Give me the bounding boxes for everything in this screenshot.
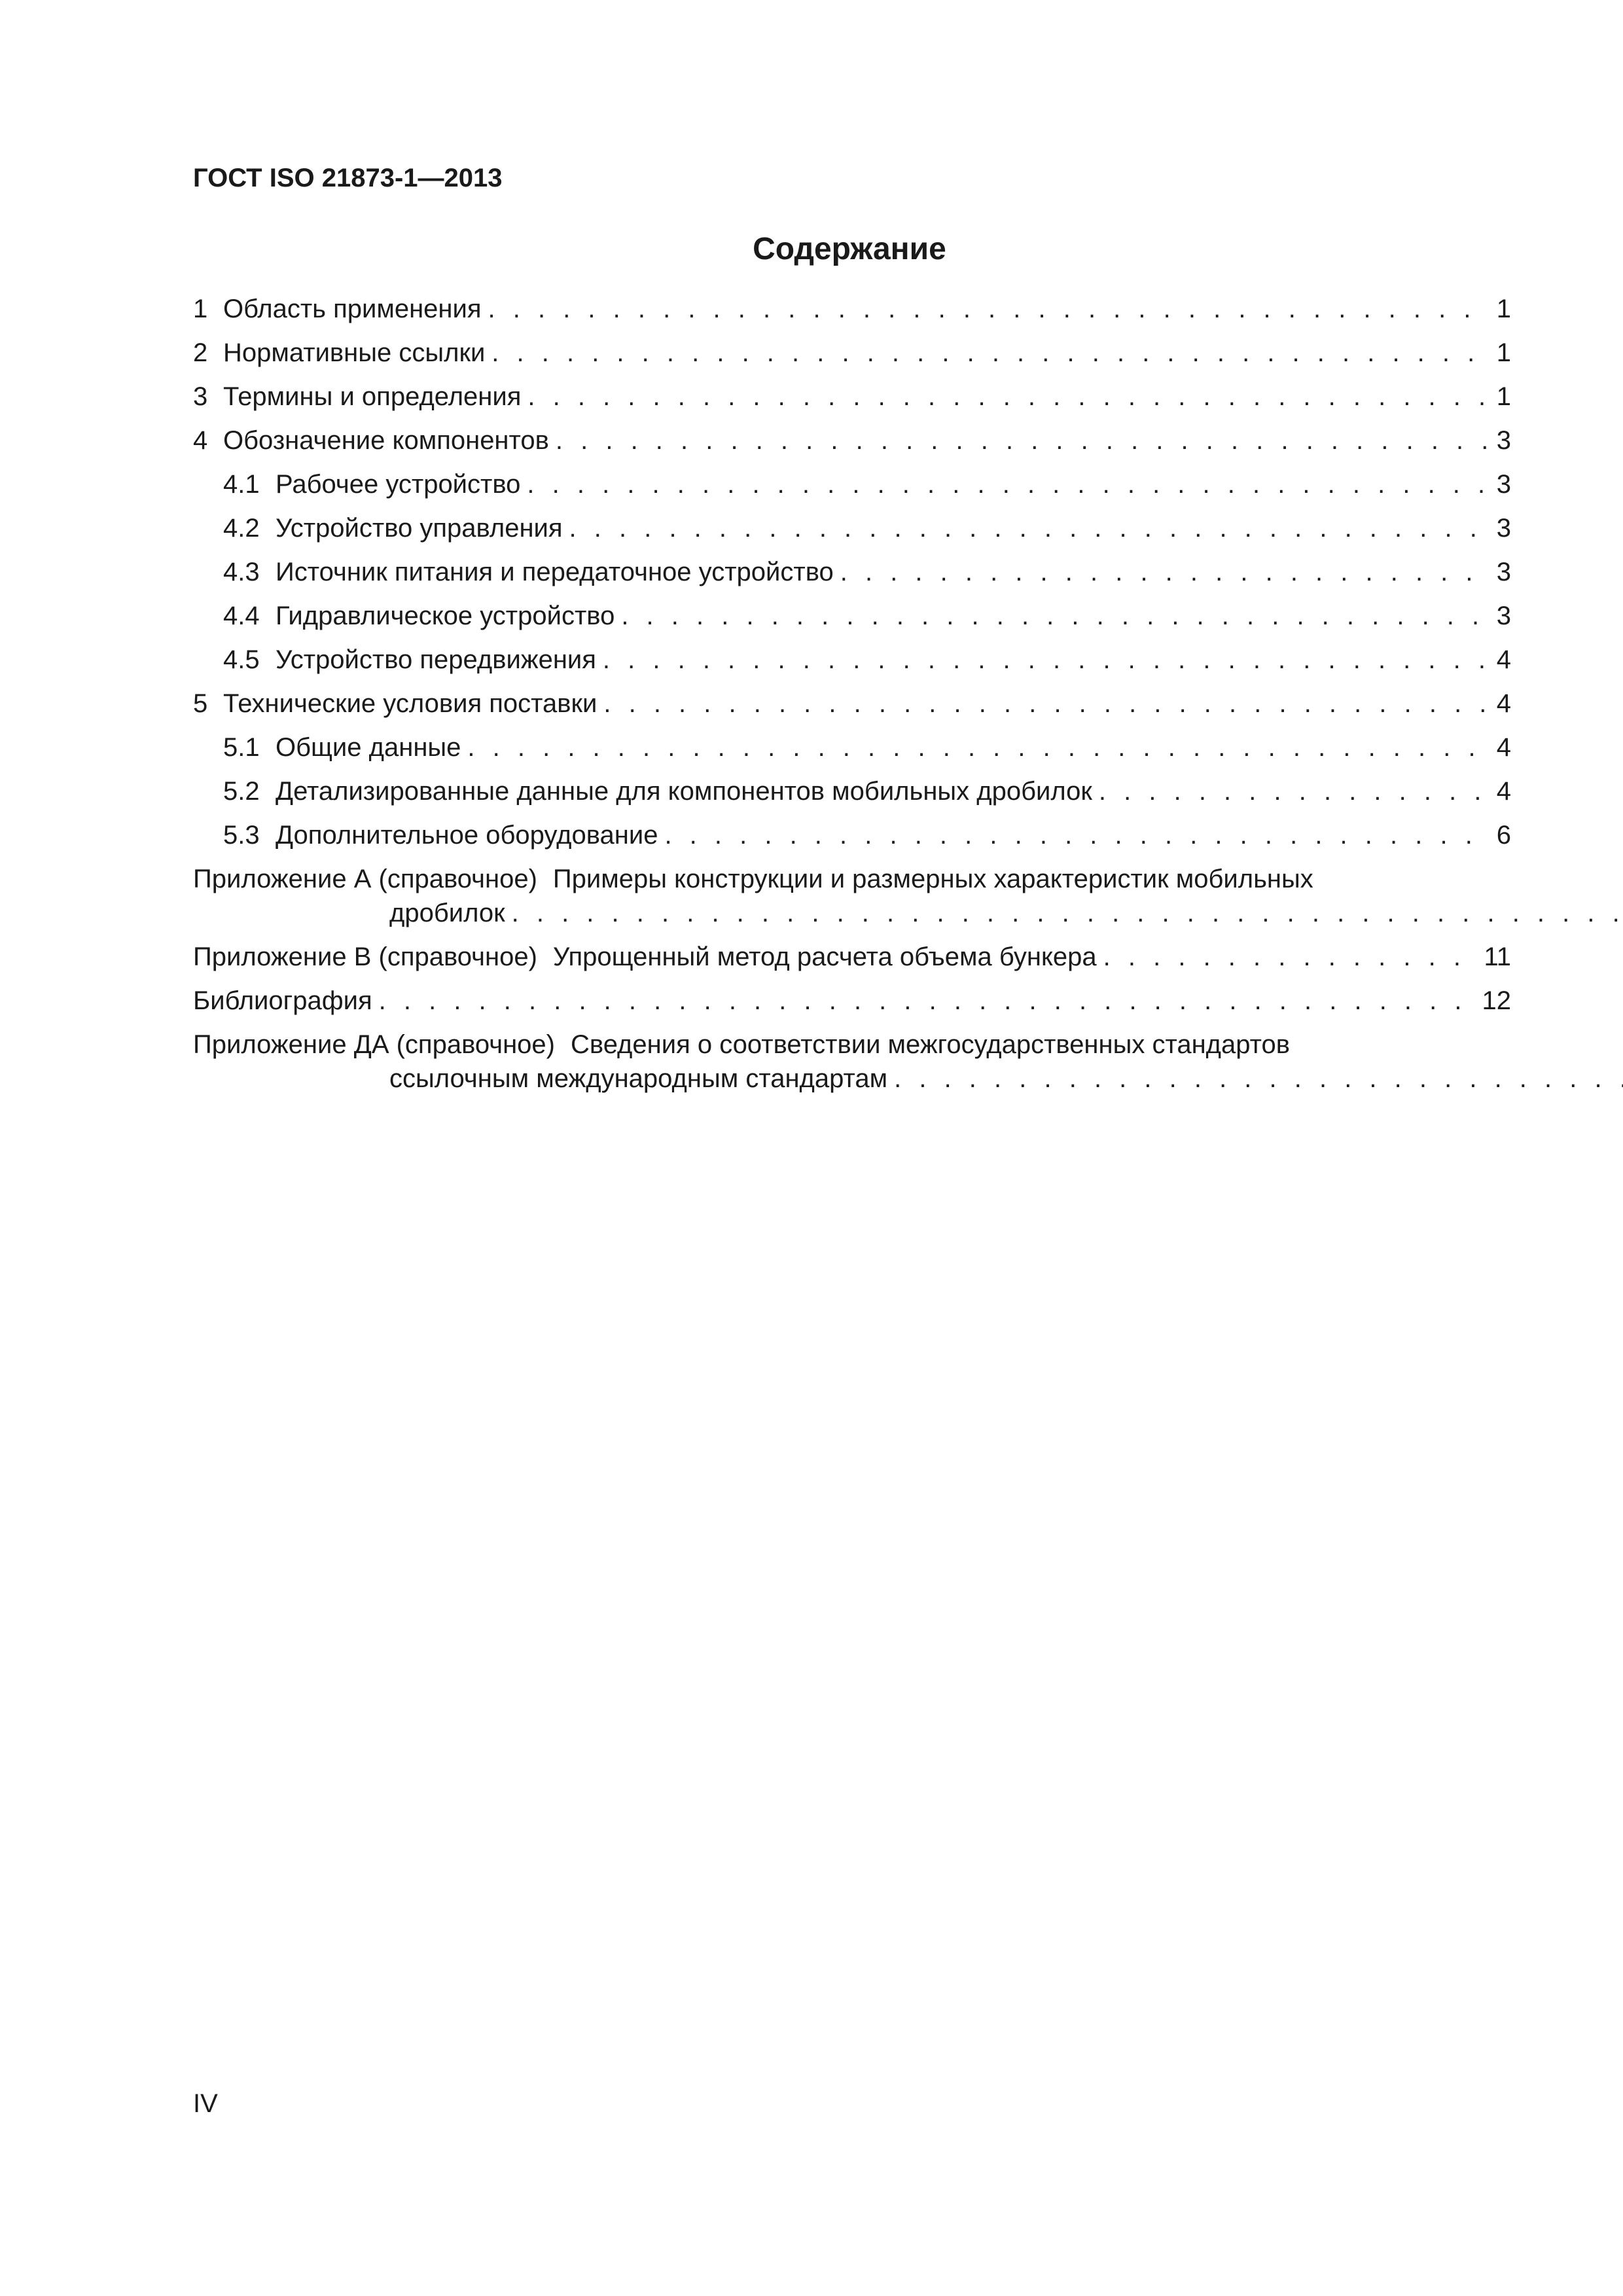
toc-entry-4-4[interactable] (193, 599, 1511, 643)
toc-entry-page: 4 (1496, 689, 1511, 718)
toc-entry-number: 5 (193, 689, 208, 718)
toc-entry-title: Общие данные (276, 733, 461, 762)
toc-entry-title: Устройство передвижения (276, 645, 596, 674)
annex-title-line2: дробилок (389, 899, 505, 927)
toc-entry-title: Обозначение компонентов (223, 426, 549, 455)
toc-entry-page: 3 (1496, 514, 1511, 543)
toc-entry-number: 4.5 (223, 645, 260, 674)
toc-entry-number: 4.4 (223, 601, 260, 630)
toc-entry-4[interactable] (193, 423, 1511, 467)
dot-leader (527, 467, 1488, 501)
toc-entry-title: Гидравлическое устройство (276, 601, 615, 630)
toc-entry-title: Источник питания и передаточное устройство (276, 558, 834, 586)
dot-leader (894, 1062, 1623, 1096)
toc-entry-page: 3 (1496, 601, 1511, 630)
toc-entry-annex-a[interactable] (193, 862, 1511, 940)
toc-entry-4-1[interactable] (193, 467, 1511, 511)
toc-entry-page: 4 (1496, 777, 1511, 806)
toc-entry-page: 4 (1496, 733, 1511, 762)
annex-title-line1: Сведения о соответствии межгосударственных стандартов (571, 1030, 1291, 1059)
toc-entry-2[interactable] (193, 336, 1511, 380)
toc-entry-number: 5.1 (223, 733, 260, 762)
toc-entry-page: 4 (1496, 645, 1511, 674)
dot-leader (1103, 940, 1479, 974)
annex-label: Приложение В (справочное) (193, 942, 537, 971)
dot-leader (491, 336, 1488, 370)
toc-entry-5-2[interactable] (193, 774, 1511, 818)
toc-entry-page: 6 (1496, 821, 1511, 850)
toc-entry-annex-b[interactable] (193, 940, 1511, 984)
table-of-contents (193, 292, 1511, 1105)
toc-entry-title: Технические условия поставки (223, 689, 597, 718)
toc-entry-page: 3 (1496, 426, 1511, 455)
dot-leader (488, 292, 1488, 326)
toc-entry-4-2[interactable] (193, 511, 1511, 555)
toc-entry-title: Рабочее устройство (276, 470, 521, 499)
toc-entry-title: Детализированные данные для компонентов мобильных дробилок (276, 777, 1092, 806)
annex-title-line2: ссылочным международным стандартам (389, 1064, 888, 1093)
toc-entry-title: Область применения (223, 295, 482, 323)
dot-leader (840, 555, 1488, 589)
toc-entry-number: 5.2 (223, 777, 260, 806)
toc-entry-title: Нормативные ссылки (223, 338, 486, 367)
toc-entry-number: 2 (193, 338, 208, 367)
toc-entry-4-3[interactable] (193, 555, 1511, 599)
dot-leader (603, 687, 1488, 721)
toc-entry-page: 1 (1496, 295, 1511, 323)
dot-leader (467, 730, 1488, 764)
dot-leader (603, 643, 1488, 677)
dot-leader (379, 984, 1477, 1018)
toc-entry-page: 1 (1496, 382, 1511, 411)
toc-entry-1[interactable] (193, 292, 1511, 336)
toc-entry-number: 4.1 (223, 470, 260, 499)
toc-entry-5[interactable] (193, 687, 1511, 730)
dot-leader (556, 423, 1488, 457)
bibliography-title: Библиография (193, 986, 372, 1015)
dot-leader (664, 818, 1488, 852)
toc-entry-number: 3 (193, 382, 208, 411)
toc-entry-title: Устройство управления (276, 514, 563, 543)
annex-label: Приложение А (справочное) (193, 865, 537, 893)
toc-entry-number: 4 (193, 426, 208, 455)
annex-label: Приложение ДА (справочное) (193, 1030, 555, 1059)
toc-entry-bibliography[interactable] (193, 984, 1511, 1028)
toc-entry-4-5[interactable] (193, 643, 1511, 687)
toc-entry-page: 12 (1482, 986, 1511, 1015)
toc-entry-5-3[interactable] (193, 818, 1511, 862)
toc-entry-number: 5.3 (223, 821, 260, 850)
toc-title: Содержание (753, 232, 946, 266)
annex-title-line1: Примеры конструкции и размерных характеристик мобильных (552, 865, 1313, 893)
dot-leader (527, 380, 1488, 414)
toc-entry-title: Дополнительное оборудование (276, 821, 658, 850)
dot-leader (1099, 774, 1488, 808)
annex-title: Упрощенный метод расчета объема бункера (552, 942, 1097, 971)
toc-entry-number: 4.2 (223, 514, 260, 543)
toc-entry-page: 11 (1484, 942, 1511, 971)
toc-entry-page: 3 (1496, 558, 1511, 586)
toc-entry-number: 1 (193, 295, 208, 323)
toc-entry-title: Термины и определения (223, 382, 522, 411)
toc-entry-annex-da[interactable] (193, 1028, 1511, 1105)
toc-entry-page: 1 (1496, 338, 1511, 367)
toc-entry-3[interactable] (193, 380, 1511, 423)
dot-leader (512, 896, 1623, 930)
toc-entry-page: 3 (1496, 470, 1511, 499)
toc-entry-number: 4.3 (223, 558, 260, 586)
toc-entry-5-1[interactable] (193, 730, 1511, 774)
document-code: ГОСТ ISO 21873-1—2013 (193, 164, 503, 192)
dot-leader (621, 599, 1488, 633)
page-number: IV (193, 2089, 218, 2118)
dot-leader (569, 511, 1488, 545)
